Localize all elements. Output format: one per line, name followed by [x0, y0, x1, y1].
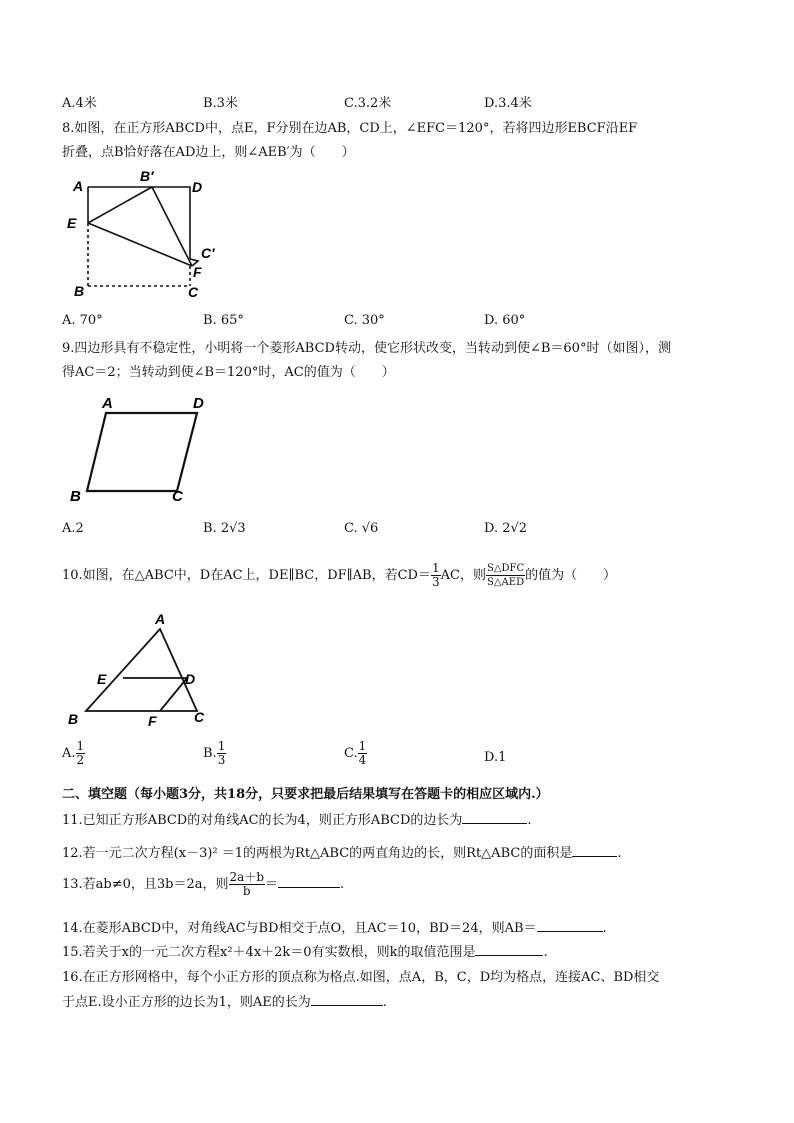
- q10-stem: [62, 562, 616, 589]
- q8-label-d: D: [192, 179, 203, 195]
- q16-line1: 16.在正方形网格中，每个小正方形的顶点称为格点.如图，点A，B，C，D均为格点，连接AC、BD相交: [62, 970, 660, 985]
- q10-option-d: D.1: [484, 750, 507, 765]
- q8-option-c: C. 30°: [344, 313, 385, 328]
- q10-option-c-num: 1: [358, 739, 367, 753]
- q11: 11.已知正方形ABCD的对角线AC的长为4，则正方形ABCD的边长为 .: [62, 813, 532, 828]
- q13-post: ＝: [265, 877, 279, 892]
- q12-answer-blank[interactable]: [572, 856, 617, 857]
- q10-label-e: E: [97, 671, 107, 687]
- q16-line2: 于点E.设小正方形的边长为1，则AE的长为 .: [62, 995, 387, 1010]
- q8-stem-line1: 8.如图，在正方形ABCD中，点E，F分别在边AB，CD上，∠EFC＝120°，若将四边形EBCF沿EF: [62, 121, 638, 136]
- q15-answer-blank[interactable]: [475, 955, 543, 956]
- q13: 13.若ab≠0，且3b＝2a，则 $\frac{2a+b}{b}$ ＝ .: [62, 870, 345, 898]
- q10-stem-mid: AC，则: [440, 568, 486, 583]
- q10-option-a-den: 2: [76, 753, 85, 767]
- q9-label-a: A: [102, 395, 113, 412]
- q7-option-a: A.4米: [62, 96, 97, 111]
- q16-line2-text: 于点E.设小正方形的边长为1，则AE的长为: [62, 995, 311, 1010]
- q10-fraction-den: 3: [431, 575, 440, 589]
- q14-text: 14.在菱形ABCD中，对角线AC与BD相交于点O，且AC＝10，BD＝24，则AB＝: [62, 921, 537, 936]
- q10-option-a-fraction: [76, 740, 86, 767]
- q10-label-d: D: [185, 671, 196, 687]
- section-2-heading: 二、填空题（每小题3分，共18分，只要求把最后结果填写在答题卡的相应区域内.）: [62, 787, 549, 802]
- q10-label-f: F: [148, 713, 157, 729]
- q12-text: 12.若一元二次方程(x－3)² ＝1的两根为Rt△ABC的两直角边的长，则Rt△ABC的面积是: [62, 846, 573, 861]
- q10-fraction-num: 1: [431, 561, 440, 575]
- q9-stem-line2: 得AC＝2；当转动到使∠B＝120°时，AC的值为（ ）: [62, 365, 395, 380]
- q10-ratio-num: S△DFC: [486, 563, 525, 574]
- q10-option-c-den: 4: [358, 753, 367, 767]
- q11-text: 11.已知正方形ABCD的对角线AC的长为4，则正方形ABCD的边长为: [62, 813, 463, 828]
- q13-answer-blank[interactable]: [278, 887, 340, 888]
- q8-option-a: A. 70°: [62, 313, 103, 328]
- q9-label-d: D: [193, 395, 204, 412]
- q14-answer-blank[interactable]: [537, 931, 603, 932]
- q9-option-c: C. √6: [344, 521, 379, 536]
- q7-option-c: C.3.2米: [344, 96, 392, 111]
- q8-label-b-prime: B′: [140, 168, 154, 184]
- q13-fraction-num: 2a＋b: [229, 870, 265, 884]
- q8-figure: [60, 165, 230, 305]
- q9-label-b: B: [70, 488, 81, 505]
- q8-label-b: B: [74, 283, 85, 299]
- q9-option-b: B. 2√3: [203, 521, 246, 536]
- q13-fraction: [229, 871, 265, 898]
- q10-option-b-den: 3: [217, 753, 226, 767]
- q8-label-f: F: [193, 264, 202, 280]
- q10-option-b-num: 1: [217, 739, 226, 753]
- q10-option-b: [203, 740, 226, 767]
- q10-label-c: C: [194, 709, 205, 725]
- q10-option-b-fraction: [217, 740, 227, 767]
- q10-option-a-num: 1: [76, 739, 85, 753]
- q8-option-d: D. 60°: [484, 313, 526, 328]
- q10-option-c-label: C.: [344, 746, 358, 761]
- q14: 14.在菱形ABCD中，对角线AC与BD相交于点O，且AC＝10，BD＝24，则AB＝ .: [62, 921, 607, 936]
- q8-label-a: A: [73, 178, 84, 194]
- q7-option-b: B.3米: [203, 96, 238, 111]
- q8-label-c: C: [188, 284, 199, 300]
- q10-option-c-fraction: [358, 740, 368, 767]
- q9-figure: [60, 388, 230, 508]
- q10-stem-pre: 10.如图，在△ABC中，D在AC上，DE∥BC，DF∥AB，若CD＝: [62, 568, 431, 583]
- q8-option-b: B. 65°: [203, 313, 244, 328]
- q10-area-ratio: [486, 562, 525, 589]
- q9-label-c: C: [172, 488, 183, 505]
- q9-stem-line1: 9.四边形具有不稳定性，小明将一个菱形ABCD转动，使它形状改变，当转动到使∠B＝60°时（如图），测: [62, 341, 671, 356]
- q8-label-c-prime: C′: [201, 245, 215, 261]
- q10-option-b-label: B.: [203, 746, 217, 761]
- q13-fraction-den: b: [242, 884, 251, 898]
- q10-option-a-label: A.: [62, 746, 76, 761]
- q11-answer-blank[interactable]: [462, 823, 527, 824]
- q15-text: 15.若关于x的一元二次方程x²＋4x＋2k＝0有实数根，则k的取值范围是: [62, 945, 476, 960]
- q10-ratio-den: S△AED: [487, 577, 525, 588]
- q10-label-b: B: [68, 711, 79, 727]
- q16-answer-blank[interactable]: [311, 1005, 383, 1006]
- q9-option-d: D. 2√2: [484, 521, 528, 536]
- q8-label-e: E: [67, 215, 77, 231]
- q10-fraction: [431, 562, 441, 589]
- q15: 15.若关于x的一元二次方程x²＋4x＋2k＝0有实数根，则k的取值范围是 .: [62, 945, 548, 960]
- q7-option-d: D.3.4米: [484, 96, 532, 111]
- q10-figure: [60, 607, 230, 737]
- q10-option-c: [344, 740, 367, 767]
- q9-option-a: A.2: [62, 521, 84, 536]
- q10-stem-post: 的值为（ ）: [525, 568, 617, 583]
- q13-pre: 13.若ab≠0，且3b＝2a，则: [62, 877, 229, 892]
- q8-stem-line2: 折叠，点B恰好落在AD边上，则∠AEB′为（ ）: [62, 145, 355, 160]
- q10-option-a: [62, 740, 85, 767]
- q12: 12.若一元二次方程(x－3)² ＝1的两根为Rt△ABC的两直角边的长，则Rt△ABC的面积是 .: [62, 846, 622, 861]
- q10-label-a: A: [155, 611, 166, 627]
